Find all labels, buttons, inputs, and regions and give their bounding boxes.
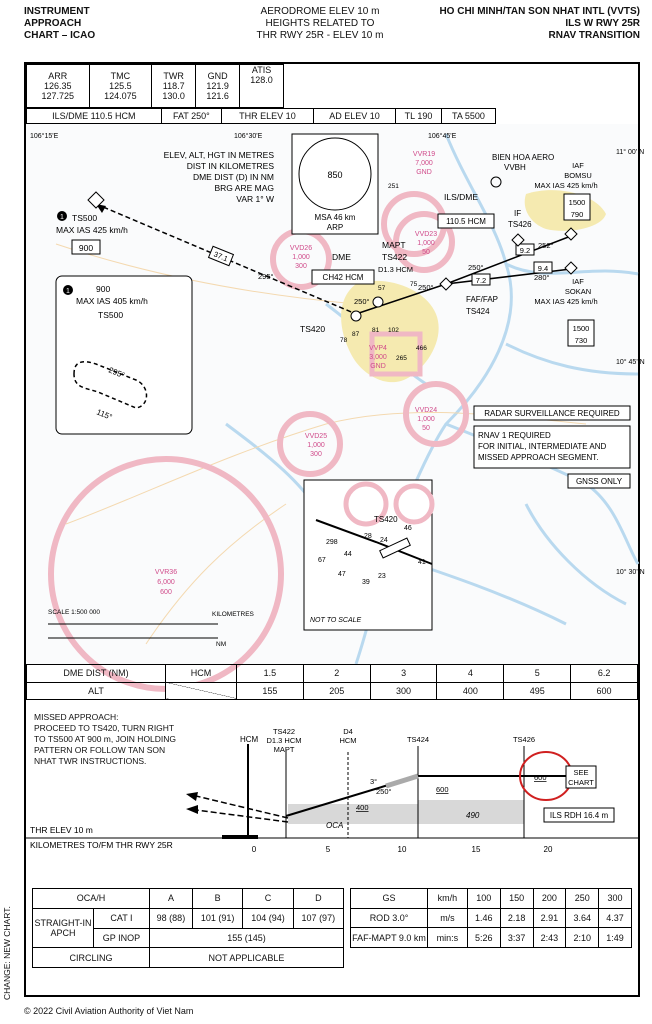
oca-table: OCA/H A B C D STRAIGHT-IN APCH CAT I 98 (88) 101 (91) 104 (94) 107 (97) GP INOP 155 (145) CIRCLING NOT APPLICABLE bbox=[32, 888, 344, 968]
svg-text:3,000: 3,000 bbox=[369, 354, 387, 361]
svg-text:BOMSU: BOMSU bbox=[564, 171, 592, 180]
svg-text:VVR36: VVR36 bbox=[154, 569, 178, 576]
svg-text:VVBH: VVBH bbox=[504, 163, 526, 172]
svg-text:DME DIST (D) IN NM: DME DIST (D) IN NM bbox=[192, 172, 274, 182]
rnav-note: RNAV 1 REQUIRED bbox=[478, 431, 551, 440]
svg-text:24: 24 bbox=[380, 537, 388, 544]
missed-approach-text: MISSED APPROACH: PROCEED TO TS420, TURN RIGHT TO TS500 AT 900 m, JOIN HOLDING PATTERN OR FOLLOW TAN SON NHAT TWR INSTRUCTIONS. bbox=[34, 712, 177, 766]
svg-text:3°: 3° bbox=[370, 777, 378, 786]
svg-text:TS426: TS426 bbox=[512, 735, 536, 744]
svg-text:1: 1 bbox=[60, 214, 64, 221]
svg-text:9.4: 9.4 bbox=[537, 264, 549, 273]
svg-text:GND: GND bbox=[370, 363, 386, 370]
svg-text:250°: 250° bbox=[376, 787, 392, 796]
plan-view-map bbox=[26, 124, 645, 664]
svg-text:7,000: 7,000 bbox=[415, 160, 433, 167]
svg-text:252°: 252° bbox=[538, 241, 554, 250]
gs-table: GS km/h 100 150 200 250 300 ROD 3.0° m/s 1.46 2.18 2.91 3.64 4.37 FAF-MAPT 9.0 km min:s 5:26 3:37 2:43 2:10 1:49 bbox=[350, 888, 632, 948]
svg-text:GND: GND bbox=[416, 169, 432, 176]
svg-text:ELEV, ALT, HGT IN METRES: ELEV, ALT, HGT IN METRES bbox=[163, 150, 274, 160]
svg-text:102: 102 bbox=[388, 327, 399, 334]
svg-text:7.2: 7.2 bbox=[475, 276, 487, 285]
svg-text:300: 300 bbox=[295, 263, 307, 270]
svg-text:TS422: TS422 bbox=[382, 252, 408, 262]
frequency-table: ARR 126.35 127.725 TMC 125.5 124.075 TWR 118.7 130.0 GND 121.9 121.6 ATIS 128.0 bbox=[26, 64, 284, 108]
svg-text:78: 78 bbox=[340, 337, 348, 344]
svg-text:MAX IAS 425 km/h: MAX IAS 425 km/h bbox=[534, 181, 598, 190]
svg-text:SOKAN: SOKAN bbox=[564, 287, 592, 296]
svg-text:23: 23 bbox=[378, 573, 386, 580]
km-ticks bbox=[252, 845, 553, 854]
svg-text:TS422: TS422 bbox=[272, 727, 296, 736]
svg-text:250°: 250° bbox=[354, 297, 370, 306]
radar-note: RADAR SURVEILLANCE REQUIRED bbox=[484, 409, 620, 418]
svg-text:600: 600 bbox=[534, 773, 547, 782]
svg-text:15: 15 bbox=[471, 845, 481, 854]
svg-text:VVD23: VVD23 bbox=[414, 231, 438, 238]
svg-text:600: 600 bbox=[160, 589, 172, 596]
svg-text:DIST IN KILOMETRES: DIST IN KILOMETRES bbox=[186, 161, 274, 171]
svg-text:VVD24: VVD24 bbox=[414, 407, 438, 414]
svg-text:D1.3 HCM: D1.3 HCM bbox=[266, 736, 302, 745]
svg-text:81: 81 bbox=[372, 327, 380, 334]
copyright-footer: © 2022 Civil Aviation Authority of Viet Nam bbox=[24, 1006, 194, 1016]
msa-arp: ARP bbox=[326, 223, 344, 232]
svg-text:250°: 250° bbox=[468, 263, 484, 272]
svg-text:THR ELEV 10 m: THR ELEV 10 m bbox=[30, 825, 93, 835]
svg-text:790: 790 bbox=[570, 210, 584, 219]
svg-text:TS424: TS424 bbox=[406, 735, 430, 744]
svg-text:900: 900 bbox=[78, 243, 94, 253]
svg-text:IAF: IAF bbox=[572, 161, 584, 170]
svg-text:VAR 1° W: VAR 1° W bbox=[236, 194, 274, 204]
dme-label: DME bbox=[332, 252, 351, 262]
lat-label-2: 10° 45' N bbox=[616, 359, 645, 366]
svg-text:ILS RDH 16.4 m: ILS RDH 16.4 m bbox=[549, 811, 609, 820]
lon-label-1: 106°15'E bbox=[30, 133, 59, 140]
svg-text:900: 900 bbox=[96, 284, 111, 294]
msa-label: MSA 46 km bbox=[314, 213, 356, 222]
gnss-note: GNSS ONLY bbox=[575, 477, 623, 486]
svg-text:CH42 HCM: CH42 HCM bbox=[322, 273, 364, 282]
svg-text:IF: IF bbox=[514, 209, 522, 218]
lat-label-1: 11° 00' N bbox=[616, 149, 645, 156]
svg-text:47: 47 bbox=[338, 571, 346, 578]
lon-label-3: 106°45'E bbox=[428, 133, 457, 140]
svg-text:37.1: 37.1 bbox=[212, 249, 230, 264]
svg-text:1,000: 1,000 bbox=[307, 442, 325, 449]
svg-text:115°: 115° bbox=[95, 407, 114, 422]
header-left: INSTRUMENT APPROACH CHART – ICAO bbox=[24, 6, 96, 41]
svg-text:KILOMETRES TO/FM THR RWY 25R: KILOMETRES TO/FM THR RWY 25R bbox=[30, 840, 173, 850]
svg-text:D4: D4 bbox=[343, 727, 353, 736]
lon-label-2: 106°30'E bbox=[234, 133, 263, 140]
svg-text:SEE: SEE bbox=[573, 768, 589, 777]
svg-text:FAF/FAP: FAF/FAP bbox=[466, 295, 499, 304]
svg-text:TS500: TS500 bbox=[98, 310, 124, 320]
svg-text:20: 20 bbox=[543, 845, 553, 854]
svg-text:KILOMETRES: KILOMETRES bbox=[212, 611, 254, 618]
info-bar: ILS/DME 110.5 HCM FAT 250° THR ELEV 10 AD ELEV 10 TL 190 TA 5500 bbox=[26, 108, 496, 124]
msa-value: 850 bbox=[327, 170, 343, 180]
svg-text:730: 730 bbox=[574, 336, 588, 345]
svg-text:1: 1 bbox=[66, 288, 70, 295]
svg-text:NM: NM bbox=[216, 641, 227, 648]
header-right: HO CHI MINH/TAN SON NHAT INTL (VVTS) ILS W RWY 25R RNAV TRANSITION bbox=[439, 6, 640, 41]
svg-text:0: 0 bbox=[251, 845, 257, 854]
svg-text:VVD26: VVD26 bbox=[289, 245, 313, 252]
change-note: CHANGE: NEW CHART. bbox=[2, 906, 12, 1000]
svg-text:39: 39 bbox=[362, 579, 370, 586]
svg-text:298: 298 bbox=[326, 539, 338, 546]
svg-text:44: 44 bbox=[344, 551, 352, 558]
svg-text:TS424: TS424 bbox=[466, 307, 490, 316]
svg-text:9.2: 9.2 bbox=[519, 246, 531, 255]
dme-distance-table: DME DIST (NM) HCM 1.5 2 3 4 5 6.2 ALT 155 205 300 400 495 600 bbox=[26, 664, 638, 700]
svg-text:1500: 1500 bbox=[568, 198, 586, 207]
svg-text:MAPT: MAPT bbox=[382, 240, 406, 250]
svg-text:TS420: TS420 bbox=[300, 324, 326, 334]
svg-text:50: 50 bbox=[422, 425, 430, 432]
svg-text:300: 300 bbox=[310, 451, 322, 458]
svg-text:600: 600 bbox=[436, 785, 449, 794]
svg-text:490: 490 bbox=[466, 811, 480, 820]
svg-text:400: 400 bbox=[356, 803, 369, 812]
svg-text:VVR19: VVR19 bbox=[412, 151, 436, 158]
svg-text:6,000: 6,000 bbox=[157, 579, 175, 586]
svg-text:466: 466 bbox=[416, 345, 427, 352]
inset-box bbox=[304, 480, 432, 630]
scale-label: SCALE 1:500 000 bbox=[48, 609, 101, 616]
svg-text:MISSED APPROACH SEGMENT.: MISSED APPROACH SEGMENT. bbox=[478, 453, 599, 462]
svg-text:295°: 295° bbox=[258, 272, 274, 281]
svg-text:295°: 295° bbox=[107, 365, 126, 381]
svg-text:75: 75 bbox=[410, 281, 418, 288]
svg-text:250°: 250° bbox=[418, 283, 434, 292]
svg-text:MAX IAS 405 km/h: MAX IAS 405 km/h bbox=[76, 296, 148, 306]
svg-text:MAX IAS 425 km/h: MAX IAS 425 km/h bbox=[534, 297, 598, 306]
svg-text:BIEN HOA AERO: BIEN HOA AERO bbox=[492, 153, 555, 162]
svg-text:10: 10 bbox=[397, 845, 407, 854]
svg-text:D1.3 HCM: D1.3 HCM bbox=[378, 265, 414, 274]
svg-text:87: 87 bbox=[352, 331, 360, 338]
svg-text:280°: 280° bbox=[534, 273, 550, 282]
svg-text:41: 41 bbox=[418, 559, 426, 566]
svg-text:VVP4: VVP4 bbox=[369, 345, 387, 352]
svg-text:50: 50 bbox=[422, 249, 430, 256]
svg-text:28: 28 bbox=[364, 533, 372, 540]
ils-dme-label: ILS/DME bbox=[444, 192, 479, 202]
svg-text:1,000: 1,000 bbox=[417, 240, 435, 247]
svg-text:NOT TO SCALE: NOT TO SCALE bbox=[310, 617, 362, 624]
svg-text:110.5 HCM: 110.5 HCM bbox=[446, 217, 486, 226]
svg-text:46: 46 bbox=[404, 525, 412, 532]
svg-text:FOR INITIAL, INTERMEDIATE AND: FOR INITIAL, INTERMEDIATE AND bbox=[478, 442, 607, 451]
svg-text:TS500: TS500 bbox=[72, 213, 98, 223]
svg-text:57: 57 bbox=[378, 285, 386, 292]
svg-text:1,000: 1,000 bbox=[417, 416, 435, 423]
profile-view bbox=[26, 700, 638, 860]
profile-hcm: HCM bbox=[240, 735, 259, 744]
svg-text:5: 5 bbox=[325, 845, 331, 854]
lat-label-3: 10° 30' N bbox=[616, 569, 645, 576]
svg-text:MAPT: MAPT bbox=[273, 745, 295, 754]
svg-text:BRG ARE MAG: BRG ARE MAG bbox=[214, 183, 274, 193]
svg-text:HCM: HCM bbox=[339, 736, 357, 745]
header-center: AERODROME ELEV 10 m HEIGHTS RELATED TO THR RWY 25R - ELEV 10 m bbox=[256, 6, 384, 41]
svg-text:251: 251 bbox=[388, 183, 399, 190]
svg-text:67: 67 bbox=[318, 557, 326, 564]
svg-text:265: 265 bbox=[396, 355, 407, 362]
svg-text:OCA: OCA bbox=[326, 821, 344, 830]
svg-text:IAF: IAF bbox=[572, 277, 584, 286]
svg-text:1500: 1500 bbox=[572, 324, 590, 333]
svg-text:1,000: 1,000 bbox=[292, 254, 310, 261]
svg-text:MAX IAS 425 km/h: MAX IAS 425 km/h bbox=[56, 225, 128, 235]
svg-text:TS420: TS420 bbox=[374, 515, 398, 524]
svg-text:TS426: TS426 bbox=[508, 220, 532, 229]
svg-text:VVD25: VVD25 bbox=[304, 433, 328, 440]
svg-text:CHART: CHART bbox=[568, 778, 594, 787]
